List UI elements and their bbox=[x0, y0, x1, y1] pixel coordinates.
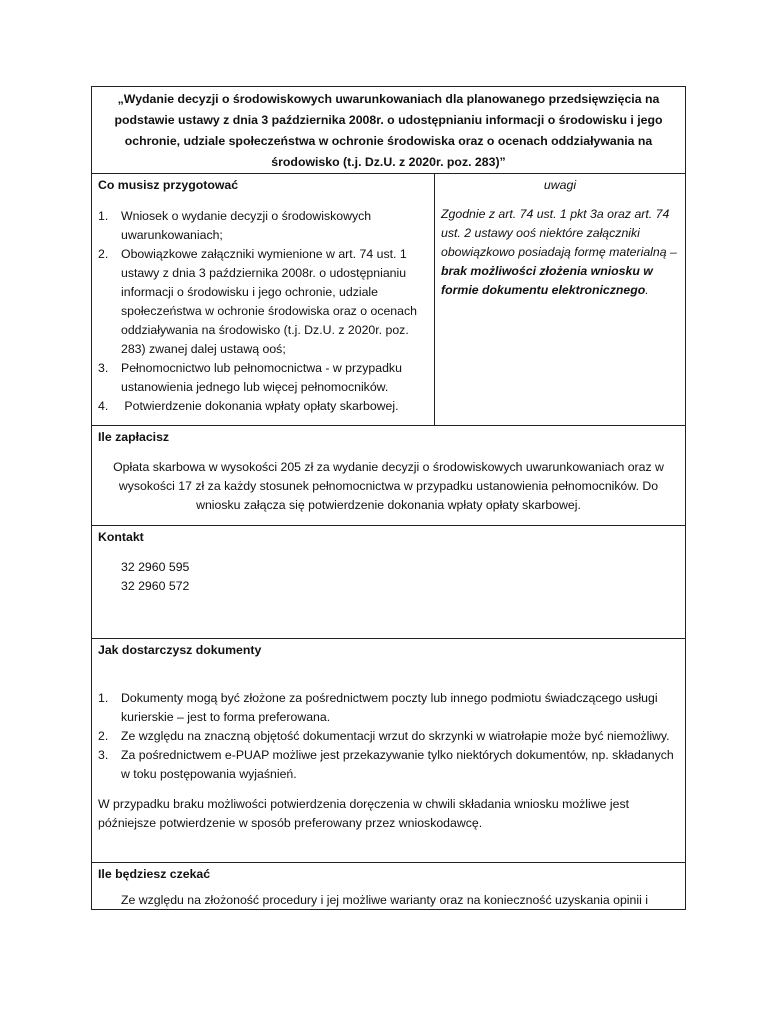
list-item: 1. Dokumenty mogą być złożone za pośrednictwem poczty lub innego podmiotu świadczącego usługi kurierskie – jest to forma preferowana. bbox=[98, 691, 658, 724]
prepare-heading: Co musisz przygotować bbox=[98, 178, 239, 192]
uwagi-bold: brak możliwości złożenia wniosku w formie dokumentu elektronicznego bbox=[441, 264, 653, 297]
deliver-row bbox=[92, 639, 685, 863]
deliver-note: W przypadku braku możliwości potwierdzenia doręczenia w chwili składania wniosku możliwe jest późniejsze potwierdzenie w sposób preferowany przez wnioskodawcę. bbox=[98, 797, 630, 830]
wait-row bbox=[92, 863, 685, 909]
pay-row bbox=[92, 426, 685, 526]
prepare-cell bbox=[92, 174, 435, 425]
list-item: 1. Wniosek o wydanie decyzji o środowiskowych uwarunkowaniach; bbox=[98, 209, 372, 242]
document-title: „Wydanie decyzji o środowiskowych uwarunkowaniach dla planowanego przedsięwzięcia na podstawie ustawy z dnia 3 października 2008r. o udostępnianiu informacji o środowisku i jego ochronie, udziale społeczeństwa w ochronie środowiska oraz o ocenach oddziaływania na środowisko (t.j. Dz.U. z 2020r. poz. 283)” bbox=[92, 87, 685, 174]
contact-heading: Kontakt bbox=[98, 530, 144, 544]
contact-row bbox=[92, 526, 685, 639]
list-item: 3. Pełnomocnictwo lub pełnomocnictwa - w przypadku ustanowienia jednego lub więcej pełnomocników. bbox=[98, 361, 402, 394]
list-item: 2. Obowiązkowe załączniki wymienione w art. 74 ust. 1 ustawy z dnia 3 października 2008r. o udostępnianiu informacji o środowisku i jego ochronie, udziale społeczeństwa w ochronie środowiska oraz o ocenach oddziaływania na środowisko (t.j. Dz.U. z 2020r. poz. 283) zwanej dalej ustawą ooś; bbox=[98, 247, 417, 356]
pay-heading: Ile zapłacisz bbox=[98, 430, 170, 444]
deliver-list bbox=[98, 689, 679, 784]
wait-text: Ze względu na złożoność procedury i jej możliwe warianty oraz na konieczność uzyskania opinii i bbox=[121, 893, 648, 907]
phone-number: 32 2960 572 bbox=[121, 579, 190, 593]
prepare-list bbox=[98, 207, 428, 416]
deliver-heading: Jak dostarczysz dokumenty bbox=[98, 643, 262, 657]
document-table bbox=[91, 86, 686, 910]
phone-number: 32 2960 595 bbox=[121, 560, 190, 574]
uwagi-note: Zgodnie z art. 74 ust. 1 pkt 3a oraz art. 74 ust. 2 ustawy ooś niektóre załączniki obowiązkowo posiadają formę materialną – brak możliwości złożenia wniosku w formie dokumentu elektronicznego. bbox=[441, 207, 677, 297]
list-item: 2. Ze względu na znaczną objętość dokumentacji wrzut do skrzynki w wiatrołapie może być niemożliwy. bbox=[98, 729, 670, 743]
wait-heading: Ile będziesz czekać bbox=[98, 867, 211, 881]
list-item: 3. Za pośrednictwem e-PUAP możliwe jest przekazywanie tylko niektórych dokumentów, np. składanych w toku postępowania wyjaśnień. bbox=[98, 748, 674, 781]
uwagi-cell bbox=[435, 174, 685, 425]
uwagi-heading: uwagi bbox=[543, 178, 577, 192]
prepare-row bbox=[92, 174, 685, 426]
pay-text: Opłata skarbowa w wysokości 205 zł za wydanie decyzji o środowiskowych uwarunkowaniach oraz w wysokości 17 zł za każdy stosunek pełnomocnictwa w przypadku ustanowienia pełnomocników. Do wniosku załącza się potwierdzenie dokonania wpłaty opłaty skarbowej. bbox=[113, 460, 664, 512]
contact-phones bbox=[98, 558, 679, 596]
list-item: 4. Potwierdzenie dokonania wpłaty opłaty skarbowej. bbox=[98, 399, 399, 413]
